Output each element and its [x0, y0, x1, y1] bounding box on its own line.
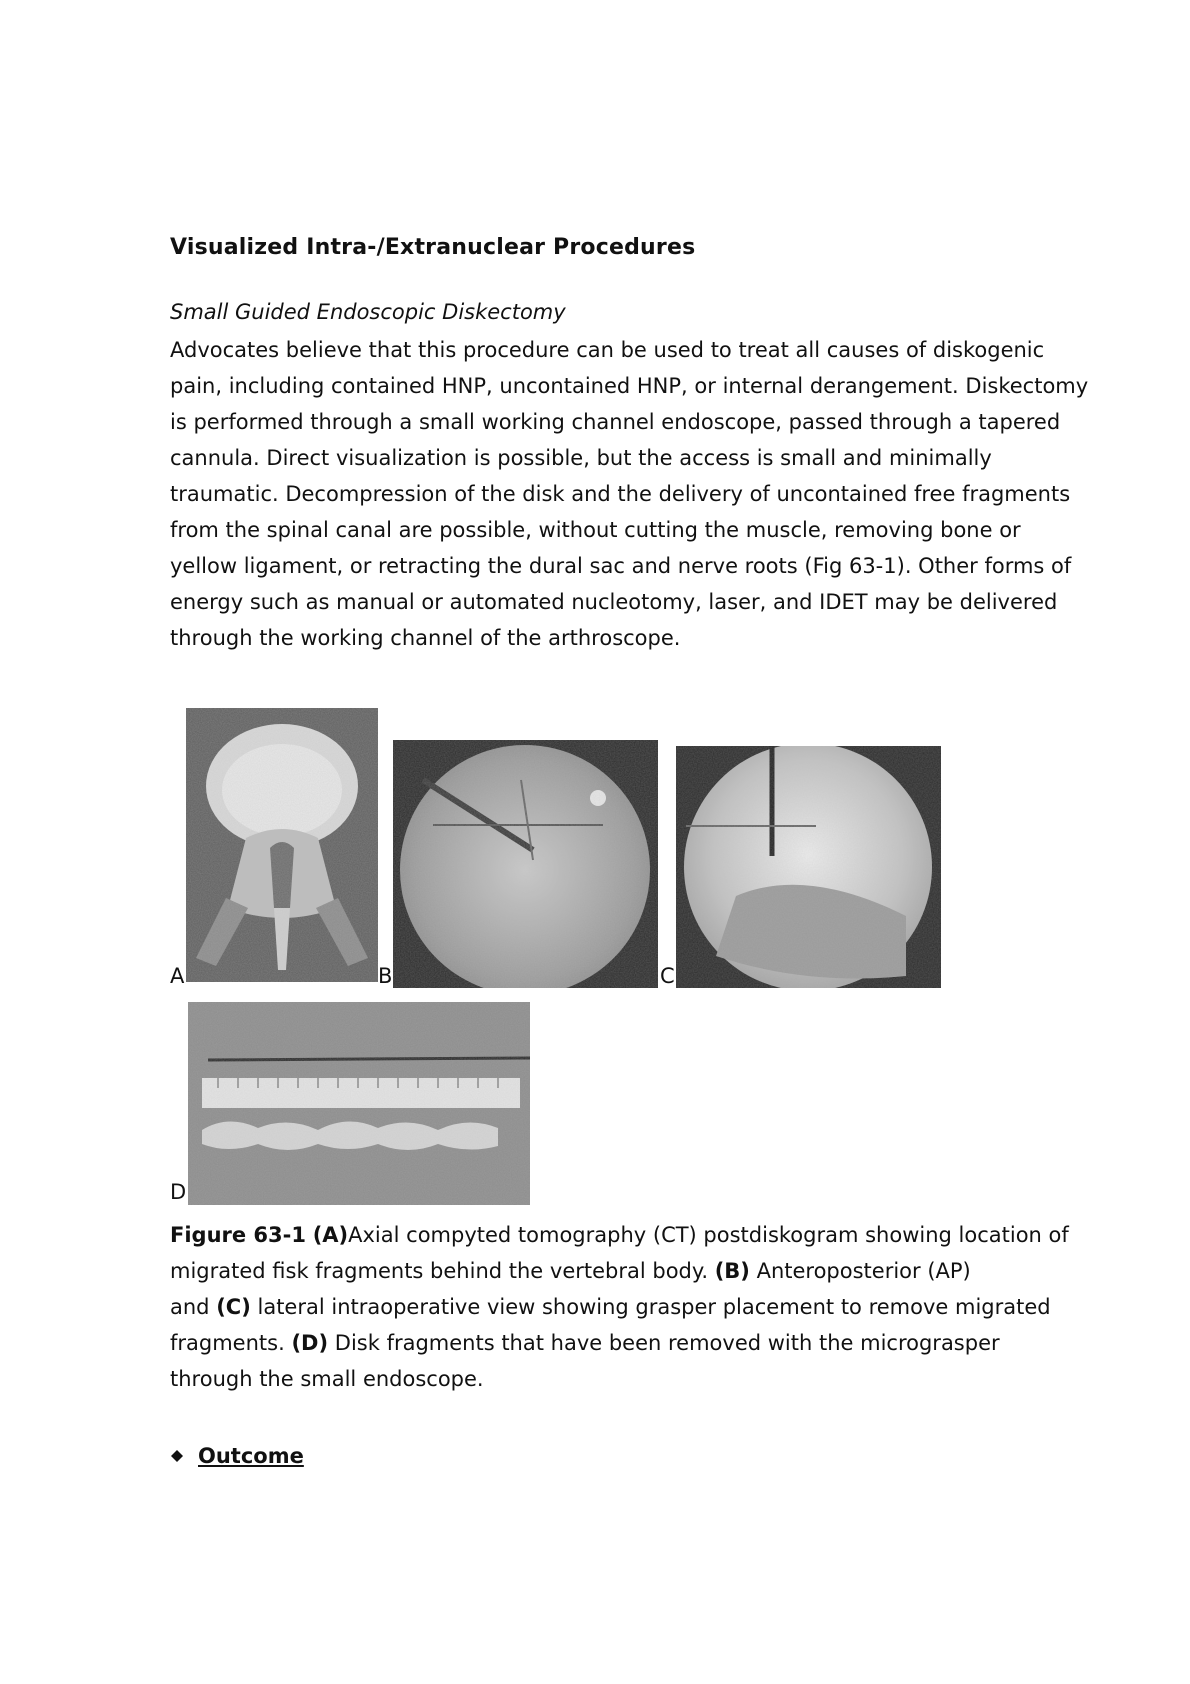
figure-label-d: D	[170, 1180, 187, 1204]
paragraph-line: energy such as manual or automated nucleotomy, laser, and IDET may be delivered	[170, 590, 1058, 614]
caption-line	[170, 1325, 1150, 1361]
caption-line2-text: migrated fisk fragments behind the vertebral body.	[170, 1259, 708, 1283]
caption-line: through the small endoscope.	[170, 1367, 484, 1391]
subsection-heading: Small Guided Endoscopic Diskectomy	[170, 300, 566, 324]
outcome-link[interactable]: Outcome	[198, 1444, 304, 1468]
caption-d-text: Disk fragments that have been removed with the micrograsper	[334, 1331, 1000, 1355]
paragraph-line: traumatic. Decompression of the disk and the delivery of uncontained free fragments	[170, 482, 1071, 506]
figure-c-lateral-fluoroscopy	[676, 746, 941, 988]
section-heading: Visualized Intra-/Extranuclear Procedures	[170, 235, 696, 260]
paragraph-line: Advocates believe that this procedure can be used to treat all causes of diskogenic	[170, 338, 1045, 362]
figure-a-ct-image	[186, 708, 378, 982]
figure-b-ap-fluoroscopy	[393, 740, 658, 988]
caption-b-text: Anteroposterior (AP)	[756, 1259, 971, 1283]
figure-label-b: B	[378, 964, 393, 988]
figure-label-c: C	[660, 964, 675, 988]
paragraph-line: yellow ligament, or retracting the dural sac and nerve roots (Fig 63-1). Other forms of	[170, 554, 1072, 578]
caption-d-label: (D)	[291, 1331, 329, 1355]
caption-b-label: (B)	[714, 1259, 750, 1283]
diamond-bullet-icon	[170, 1449, 184, 1463]
paragraph-line: pain, including contained HNP, uncontained HNP, or internal derangement. Diskectomy	[170, 374, 1089, 398]
caption-line	[170, 1289, 1150, 1325]
body-paragraph	[170, 332, 1150, 656]
caption-a-label: (A)	[312, 1223, 349, 1247]
caption-c-label: (C)	[216, 1295, 251, 1319]
caption-line	[170, 1217, 1150, 1253]
paragraph-line: through the working channel of the arthroscope.	[170, 626, 681, 650]
caption-and: and	[170, 1295, 210, 1319]
paragraph-line: from the spinal canal are possible, without cutting the muscle, removing bone or	[170, 518, 1021, 542]
caption-a-text: Axial compyted tomography (CT) postdiskogram showing location of	[348, 1223, 1069, 1247]
caption-line	[170, 1253, 1150, 1289]
caption-figure-label: Figure 63-1	[170, 1223, 306, 1247]
caption-c-text: lateral intraoperative view showing grasper placement to remove migrated	[257, 1295, 1051, 1319]
paragraph-line: cannula. Direct visualization is possible, but the access is small and minimally	[170, 446, 992, 470]
figure-d-disk-fragments-photo	[188, 1002, 530, 1205]
figure-label-a: A	[170, 964, 185, 988]
figure-caption	[170, 1217, 1150, 1397]
caption-line4-text: fragments.	[170, 1331, 285, 1355]
paragraph-line: is performed through a small working channel endoscope, passed through a tapered	[170, 410, 1061, 434]
outcome-item	[170, 1444, 304, 1468]
